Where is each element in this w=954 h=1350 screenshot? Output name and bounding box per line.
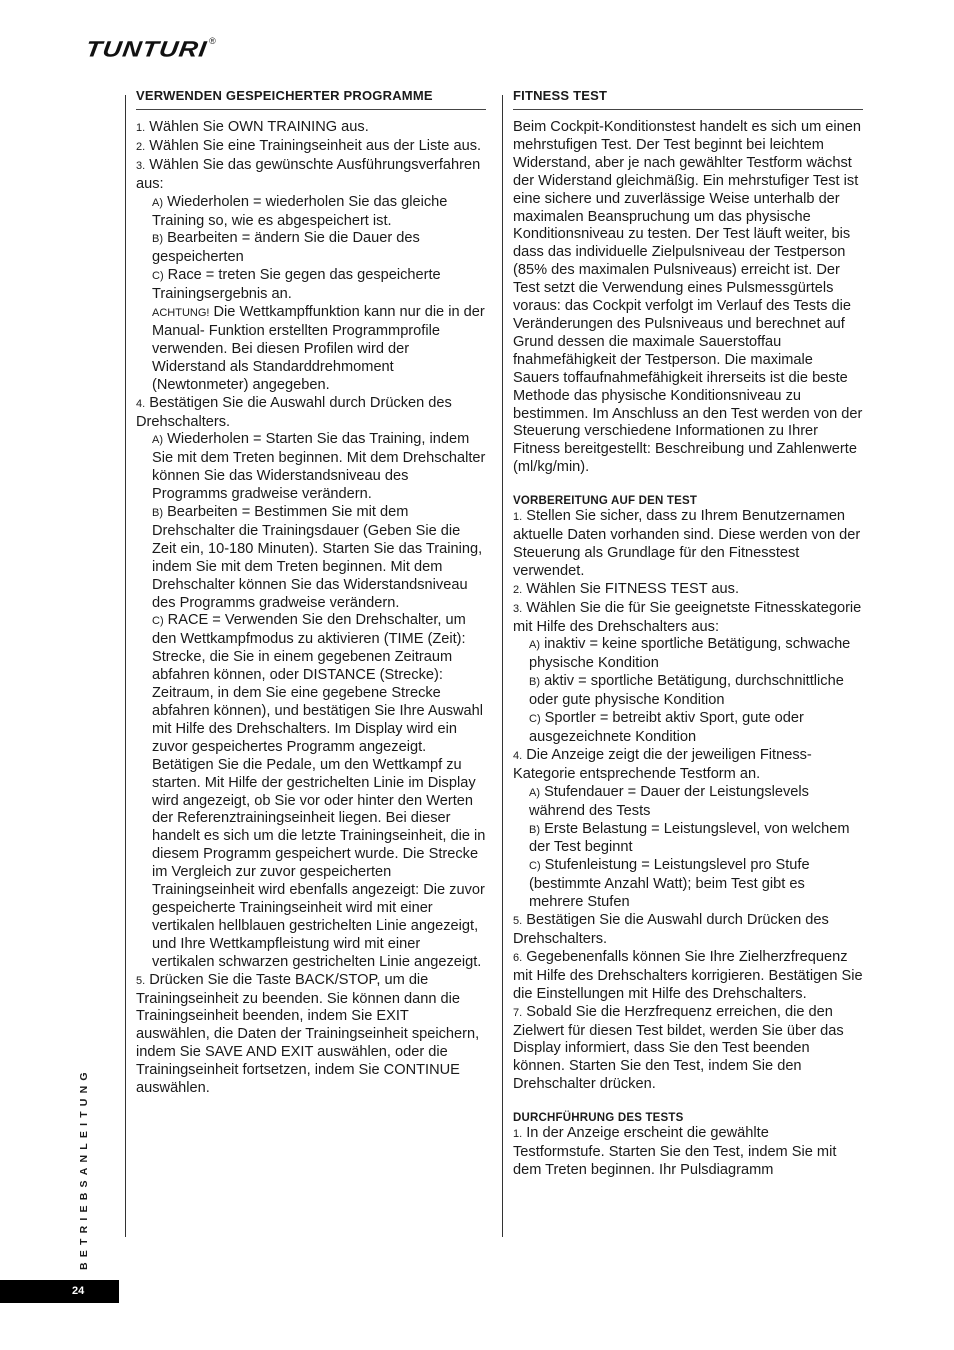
list-marker: 1. — [513, 1128, 523, 1141]
section-heading-saved-programs: VERWENDEN GESPEICHERTER PROGRAMME — [136, 88, 486, 110]
list-item — [513, 600, 863, 637]
list-text: Wählen Sie die für Sie geeignetste Fitnesskategorie mit Hilfe des Drehschalters aus: — [513, 599, 862, 635]
list-marker: 3. — [136, 159, 146, 172]
list-item — [513, 1004, 863, 1095]
list-marker: 5. — [136, 974, 146, 987]
list-item — [513, 508, 863, 581]
list-text: Sobald Sie die Herzfrequenz erreichen, die den Zielwert für diesen Test bildet, werden Sie über das Display informiert, dass Sie den Test beenden können. Starten Sie den Test, indem Sie den Drehschalter drücken. — [513, 1003, 844, 1093]
list-item — [513, 821, 863, 858]
list-marker: C) — [152, 615, 164, 628]
list-text: Bearbeiten = ändern Sie die Dauer des gespeicherten — [152, 230, 420, 266]
list-text: Drücken Sie die Taste BACK/STOP, um die Trainingseinheit zu beenden. Sie können dann die Trainingseinheit beenden, indem Sie EXIT auswählen, die Daten der Trainingseinheit speichern, indem Sie SAVE AND EXIT auswählen, oder die Trainingseinheit fortsetzen, indem Sie CONTINUE auswählen. — [136, 971, 480, 1097]
list-item — [513, 710, 863, 747]
list-text: Bestätigen Sie die Auswahl durch Drücken des Drehschalters. — [513, 912, 829, 947]
list-marker: 6. — [513, 951, 523, 964]
list-item — [136, 304, 486, 395]
list-item — [136, 395, 486, 432]
list-marker: B) — [152, 507, 163, 520]
list-marker: A) — [152, 196, 163, 209]
list-marker: A) — [529, 786, 540, 799]
right-column-rule — [502, 95, 503, 1237]
list-text: Stufenleistung = Leistungslevel pro Stufe (bestimmte Anzahl Watt); beim Test gibt es mehrere Stufen — [529, 857, 810, 911]
list-text: RACE = Verwenden Sie den Drehschalter, um den Wettkampfmodus zu aktivieren (TIME (Zeit): Strecke, die Sie in einem gegebenen Zeitraum abfahren können, oder DISTANCE (Strecke): Zeitraum, in dem Sie eine gegebene Strecke abfahren können), und bestätigen Sie Ihre Auswahl mit Hilfe des Drehschalters. Im Display wird ein zuvor gespeichertes Programm angezeigt. Betätigen Sie die Pedale, um den Wettkampf zu starten. Mit Hilfe der gestrichelten Linie im Display wird angezeigt, ob Sie vor oder hinter den Werten der Referenztrainingseinheit liegen. Bei dieser handelt es sich um die letzte Trainingseinheit, die in diesem Programm gespeichert wurde. Die Strecke im Vergleich zur zuvor gespeicherten Trainingseinheit wird ebenfalls angezeigt: Die zuvor gespeicherte Trainingseinheit wird mit einer vertikalen hellblauen gestrichelten Linie angezeigt, und Ihre Wettkampfleistung wird mit einer vertikalen schwarzen gestrichelten Linie angezeigt. — [152, 612, 486, 970]
list-text: Stellen Sie sicher, dass zu Ihrem Benutzernamen aktuelle Daten vorhanden sind. Diese werden von der Steuerung als Grundlage für den Fitnesstest verwendet. — [513, 508, 861, 579]
registered-mark: ® — [209, 36, 216, 46]
list-marker: A) — [152, 434, 163, 447]
list-text: Wählen Sie OWN TRAINING aus. — [149, 119, 369, 135]
list-item — [136, 504, 486, 612]
list-text: Stufendauer = Dauer der Leistungslevels während des Tests — [529, 783, 809, 819]
list-item — [513, 949, 863, 1004]
list-item — [136, 119, 486, 138]
list-item — [513, 636, 863, 673]
subheading-execution: DURCHFÜHRUNG DES TESTS — [513, 1112, 684, 1125]
page-number: 24 — [72, 1285, 85, 1297]
list-marker: 1. — [136, 122, 146, 134]
brand-logo — [86, 36, 216, 62]
list-text: Die Wettkampffunktion kann nur die in der Manual- Funktion erstellten Programmprofile verwenden. Bei diesen Profilen wird der Widerstand als Standarddrehmoment (Newtonmeter) angegeben. — [152, 304, 485, 393]
list-item — [513, 1125, 863, 1180]
list-text: Erste Belastung = Leistungslevel, von welchem der Test beginnt — [529, 820, 850, 856]
list-text: Race = treten Sie gegen das gespeicherte Trainingsergebnis an. — [152, 267, 441, 303]
list-marker: C) — [152, 270, 164, 283]
list-marker: 1. — [513, 511, 523, 524]
list-marker: C) — [529, 860, 541, 873]
list-marker: 5. — [513, 915, 523, 928]
list-text: Gegebenenfalls können Sie Ihre Zielherzfrequenz mit Hilfe des Drehschalters korrigieren. Bestätigen Sie die Einstellungen mit Hilfe des Drehschalters. — [513, 948, 863, 1002]
side-label — [76, 1067, 92, 1270]
list-marker: 7. — [513, 1006, 523, 1019]
list-text: Bearbeiten = Bestimmen Sie mit dem Drehschalter die Trainingsdauer (Geben Sie die Zeit ein, 10-180 Minuten). Starten Sie das Training, indem Sie mit dem Treten beginnen. Mit dem Drehschalter können Sie das Widerstandsniveau des Programms gradweise verändern. — [152, 504, 483, 611]
list-item — [513, 784, 863, 821]
list-marker: 2. — [513, 583, 523, 596]
list-marker: 3. — [513, 602, 523, 615]
list-item — [513, 581, 863, 600]
list-marker: B) — [152, 233, 163, 246]
list-text: Wiederholen = wiederholen Sie das gleiche Training so, wie es abgespeichert ist. — [152, 193, 448, 229]
list-marker: B) — [529, 676, 540, 689]
fitness-test-intro: Beim Cockpit-Konditionstest handelt es sich um einen mehrstufigen Test. Der Test beginnt bei leichtem Widerstand, aber je nach gewählter Testform wächst der Widerstand gleichmäßig. Ein mehrstufiger Test ist eine sichere und zuverlässige Weise unterhalb der maximalen Beanspruchung um das physische Konditionsniveau zu testen. Der Test läuft weiter, bis dass das individuelle Zielpulsniveau der Testperson (85% des maximalen Pulsniveaus) erreicht ist. Der Test setzt die Verwendung eines Pulsmessgürtels voraus: das Cockpit verfolgt im Verlauf des Tests die Veränderungen des Pulsniveaus und berechnet auf Grund dessen die maximale Sauerstoffau fnahmefähigkeit der Testperson. Die maximale Sauers toffaufnahmefähigkeit ihrerseits ist die beste Methode das physische Konditionsniveau zu bestimmen. Im Anschluss an den Test werden von der Steuerung verschiedene Informationen zu Ihrer Fitness bereitgestellt: Beschreibung und Zahlenwerte (ml/kg/min). — [513, 119, 863, 476]
list-text: Wählen Sie FITNESS TEST aus. — [526, 580, 740, 597]
page-number-box — [0, 1280, 119, 1303]
list-item — [513, 857, 863, 912]
list-item — [136, 194, 486, 231]
list-text: Wiederholen = Starten Sie das Training, indem Sie mit dem Treten beginnen. Mit dem Drehschalter können Sie das Widerstandsniveau des Programms gradweise verändern. — [152, 431, 486, 503]
list-item — [136, 267, 486, 304]
preparation-steps — [513, 508, 863, 1094]
list-text: aktiv = sportliche Betätigung, durchschnittliche oder gute physische Kondition — [529, 673, 844, 709]
list-marker: B) — [529, 823, 540, 836]
list-item — [136, 612, 486, 971]
list-marker: A) — [529, 639, 540, 652]
list-item — [136, 972, 486, 1098]
list-text: Wählen Sie das gewünschte Ausführungsverfahren aus: — [136, 156, 481, 192]
list-text: inaktiv = keine sportliche Betätigung, schwache physische Kondition — [529, 636, 851, 672]
list-text: Die Anzeige zeigt die der jeweiligen Fitness-Kategorie entsprechende Testform an. — [513, 746, 812, 782]
brand-name: TUNTURI — [84, 36, 209, 62]
list-marker: 4. — [136, 397, 146, 410]
right-column — [513, 88, 863, 1180]
left-column-rule — [125, 95, 126, 1237]
list-item — [136, 230, 486, 267]
list-marker: 4. — [513, 749, 523, 762]
side-label-text: BETRIEBSANLEITUNG — [78, 1067, 90, 1270]
list-item — [513, 912, 863, 949]
left-column — [136, 88, 486, 1098]
list-text: Sportler = betreibt aktiv Sport, gute oder ausgezeichnete Kondition — [529, 710, 804, 745]
list-item — [136, 431, 486, 504]
subheading-preparation: VORBEREITUNG AUF DEN TEST — [513, 495, 698, 508]
list-marker: C) — [529, 713, 541, 726]
list-text: In der Anzeige erscheint die gewählte Testformstufe. Starten Sie den Test, indem Sie mit dem Treten beginnen. Ihr Pulsdiagramm — [513, 1125, 837, 1178]
execution-steps — [513, 1125, 863, 1180]
list-item — [513, 673, 863, 710]
saved-programs-steps — [136, 119, 486, 1098]
list-item — [136, 138, 486, 157]
list-item — [513, 747, 863, 784]
list-marker: ACHTUNG! — [152, 307, 210, 320]
list-text: Bestätigen Sie die Auswahl durch Drücken des Drehschalters. — [136, 394, 452, 430]
list-text: Wählen Sie eine Trainingseinheit aus der Liste aus. — [149, 137, 482, 154]
list-marker: 2. — [136, 140, 146, 153]
section-heading-fitness-test: FITNESS TEST — [513, 88, 863, 110]
list-item — [136, 157, 486, 194]
